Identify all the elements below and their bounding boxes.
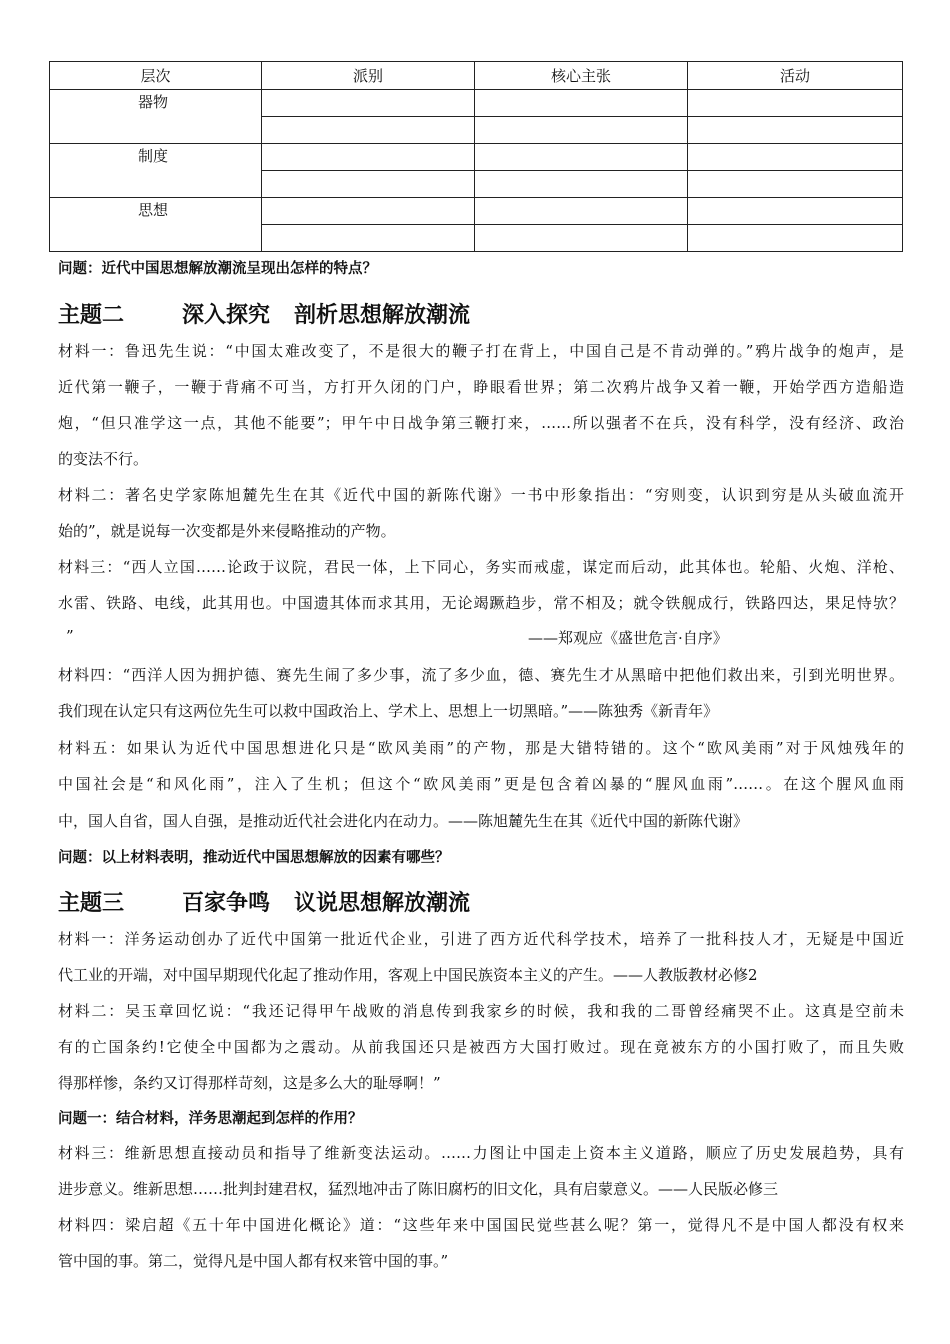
- section3-heading: [58, 886, 470, 917]
- table-cell: [262, 198, 475, 225]
- s3-m4-line: 管中国的事。第二，觉得凡是中国人都有权来管中国的事。”: [58, 1252, 449, 1270]
- table-header-level: 层次: [50, 62, 262, 90]
- table-cell: [688, 171, 903, 198]
- table-cell: [262, 171, 475, 198]
- table-cell: [475, 225, 688, 252]
- s3-m1-line: 材料一：洋务运动创办了近代中国第一批近代企业，引进了西方近代科学技术，培养了一批科技人才，无疑是中国近: [58, 930, 904, 948]
- table-cell: [688, 225, 903, 252]
- s2-m3-source: ——郑观应《盛世危言·自序》: [528, 629, 728, 647]
- section2-heading-label: 主题二: [58, 303, 125, 328]
- table-header-activity: 活动: [688, 62, 903, 90]
- table-cell: [688, 198, 903, 225]
- table-cell: [475, 198, 688, 225]
- table-cell: [688, 117, 903, 144]
- table-header-claim: 核心主张: [475, 62, 688, 90]
- table-row: [50, 90, 903, 117]
- table-row: [50, 198, 903, 225]
- table-cell: [262, 225, 475, 252]
- s2-m4-line: 我们现在认定只有这两位先生可以救中国政治上、学术上、思想上一切黑暗。”——陈独秀《新青年》: [58, 702, 719, 720]
- s2-m3-line: 水雷、铁路、电线，此其用也。中国遗其体而求其用，无论竭蹶趋步，常不相及；就令铁舰成行，铁路四达，果足恃欤？: [58, 594, 904, 612]
- s2-m3-line: ”: [66, 627, 74, 645]
- s2-m5-line: 中国社会是“和风化雨”，注入了生机；但这个“欧风美雨”更是包含着凶暴的“腥风血雨”……。在这个腥风血雨: [58, 775, 904, 793]
- table-cell: [475, 90, 688, 117]
- table-level-thought: 思想: [50, 198, 262, 252]
- table-level-institution: 制度: [50, 144, 262, 198]
- table-cell: [475, 144, 688, 171]
- s2-m1-line: 近代第一鞭子，一鞭于背痛不可当，方打开久闭的门户，睁眼看世界；第二次鸦片战争又着一鞭，开始学西方造船造: [58, 378, 904, 396]
- s2-m5-line: 中，国人自省，国人自强，是推动近代社会进化内在动力。——陈旭麓先生在其《近代中国的新陈代谢》: [58, 812, 749, 830]
- s2-m3-line: 材料三：“西人立国……论政于议院，君民一体，上下同心，务实而戒虚，谋定而后动，此其体也。轮船、火炮、洋枪、: [58, 558, 904, 576]
- table-level-artifact: 器物: [50, 90, 262, 144]
- s3-m1-line: 代工业的开端，对中国早期现代化起了推动作用，客观上中国民族资本主义的产生。——人教版教材必修2: [58, 966, 758, 984]
- section3-question1: 问题一：结合材料，洋务思潮起到怎样的作用？: [58, 1111, 363, 1127]
- table-cell: [688, 144, 903, 171]
- s3-m3-line: 进步意义。维新思想……批判封建君权，猛烈地冲击了陈旧腐朽的旧文化，具有启蒙意义。——人民版必修三: [58, 1180, 779, 1198]
- question-intro: 问题：近代中国思想解放潮流呈现出怎样的特点？: [58, 261, 377, 277]
- s3-m2-line: 材料二：吴玉章回忆说：“我还记得甲午战败的消息传到我家乡的时候，我和我的二哥曾经痛哭不止。这真是空前未: [58, 1002, 904, 1020]
- s3-m2-line: 得那样惨，条约又订得那样苛刻，这是多么大的耻辱啊！”: [58, 1074, 441, 1092]
- s2-m1-line: 材料一：鲁迅先生说：“中国太难改变了，不是很大的鞭子打在背上，中国自己是不肯动弹的。”鸦片战争的炮声，是: [58, 342, 904, 360]
- table-cell: [262, 117, 475, 144]
- table-cell: [475, 171, 688, 198]
- s3-m3-line: 材料三：维新思想直接动员和指导了维新变法运动。……力图让中国走上资本主义道路，顺应了历史发展趋势，具有: [58, 1144, 904, 1162]
- s3-m4-line: 材料四：梁启超《五十年中国进化概论》道：“这些年来中国国民觉些甚么呢？第一，觉得凡不是中国人都没有权来: [58, 1216, 904, 1234]
- section2-heading-title: 剖析思想解放潮流: [294, 303, 471, 328]
- table-cell: [688, 90, 903, 117]
- s2-m2-line: 始的”，就是说每一次变都是外来侵略推动的产物。: [58, 522, 396, 540]
- table-row: [50, 144, 903, 171]
- table-cell: [262, 144, 475, 171]
- s2-m5-line: 材料五：如果认为近代中国思想进化只是“欧风美雨”的产物，那是大错特错的。这个“欧风美雨”对于风烛残年的: [58, 739, 904, 757]
- s3-m2-line: 有的亡国条约!它使全中国都为之震动。从前我国还只是被西方大国打败过。现在竟被东方的小国打败了，而且失败: [58, 1038, 904, 1056]
- s2-m2-line: 材料二：著名史学家陈旭麓先生在其《近代中国的新陈代谢》一书中形象指出：“穷则变，认识到穷是从头破血流开: [58, 486, 904, 504]
- table-header-school: 派别: [262, 62, 475, 90]
- section3-heading-topic: 百家争鸣: [182, 891, 271, 916]
- ideas-table: [49, 61, 903, 252]
- s2-m1-line: 的变法不行。: [58, 450, 149, 468]
- table-header-row: [50, 62, 903, 90]
- table-cell: [262, 90, 475, 117]
- section3-heading-title: 议说思想解放潮流: [294, 891, 471, 916]
- section3-heading-label: 主题三: [58, 891, 125, 916]
- section2-heading-topic: 深入探究: [182, 303, 271, 328]
- s2-m4-line: 材料四：“西洋人因为拥护德、赛先生闹了多少事，流了多少血，德、赛先生才从黑暗中把他们救出来，引到光明世界。: [58, 666, 904, 684]
- section2-question: 问题：以上材料表明，推动近代中国思想解放的因素有哪些？: [58, 850, 450, 866]
- s2-m1-line: 炮，“但只准学这一点，其他不能要”；甲午中日战争第三鞭打来，……所以强者不在兵，没有科学，没有经济、政治: [58, 414, 904, 432]
- section2-heading: [58, 298, 470, 329]
- table-cell: [475, 117, 688, 144]
